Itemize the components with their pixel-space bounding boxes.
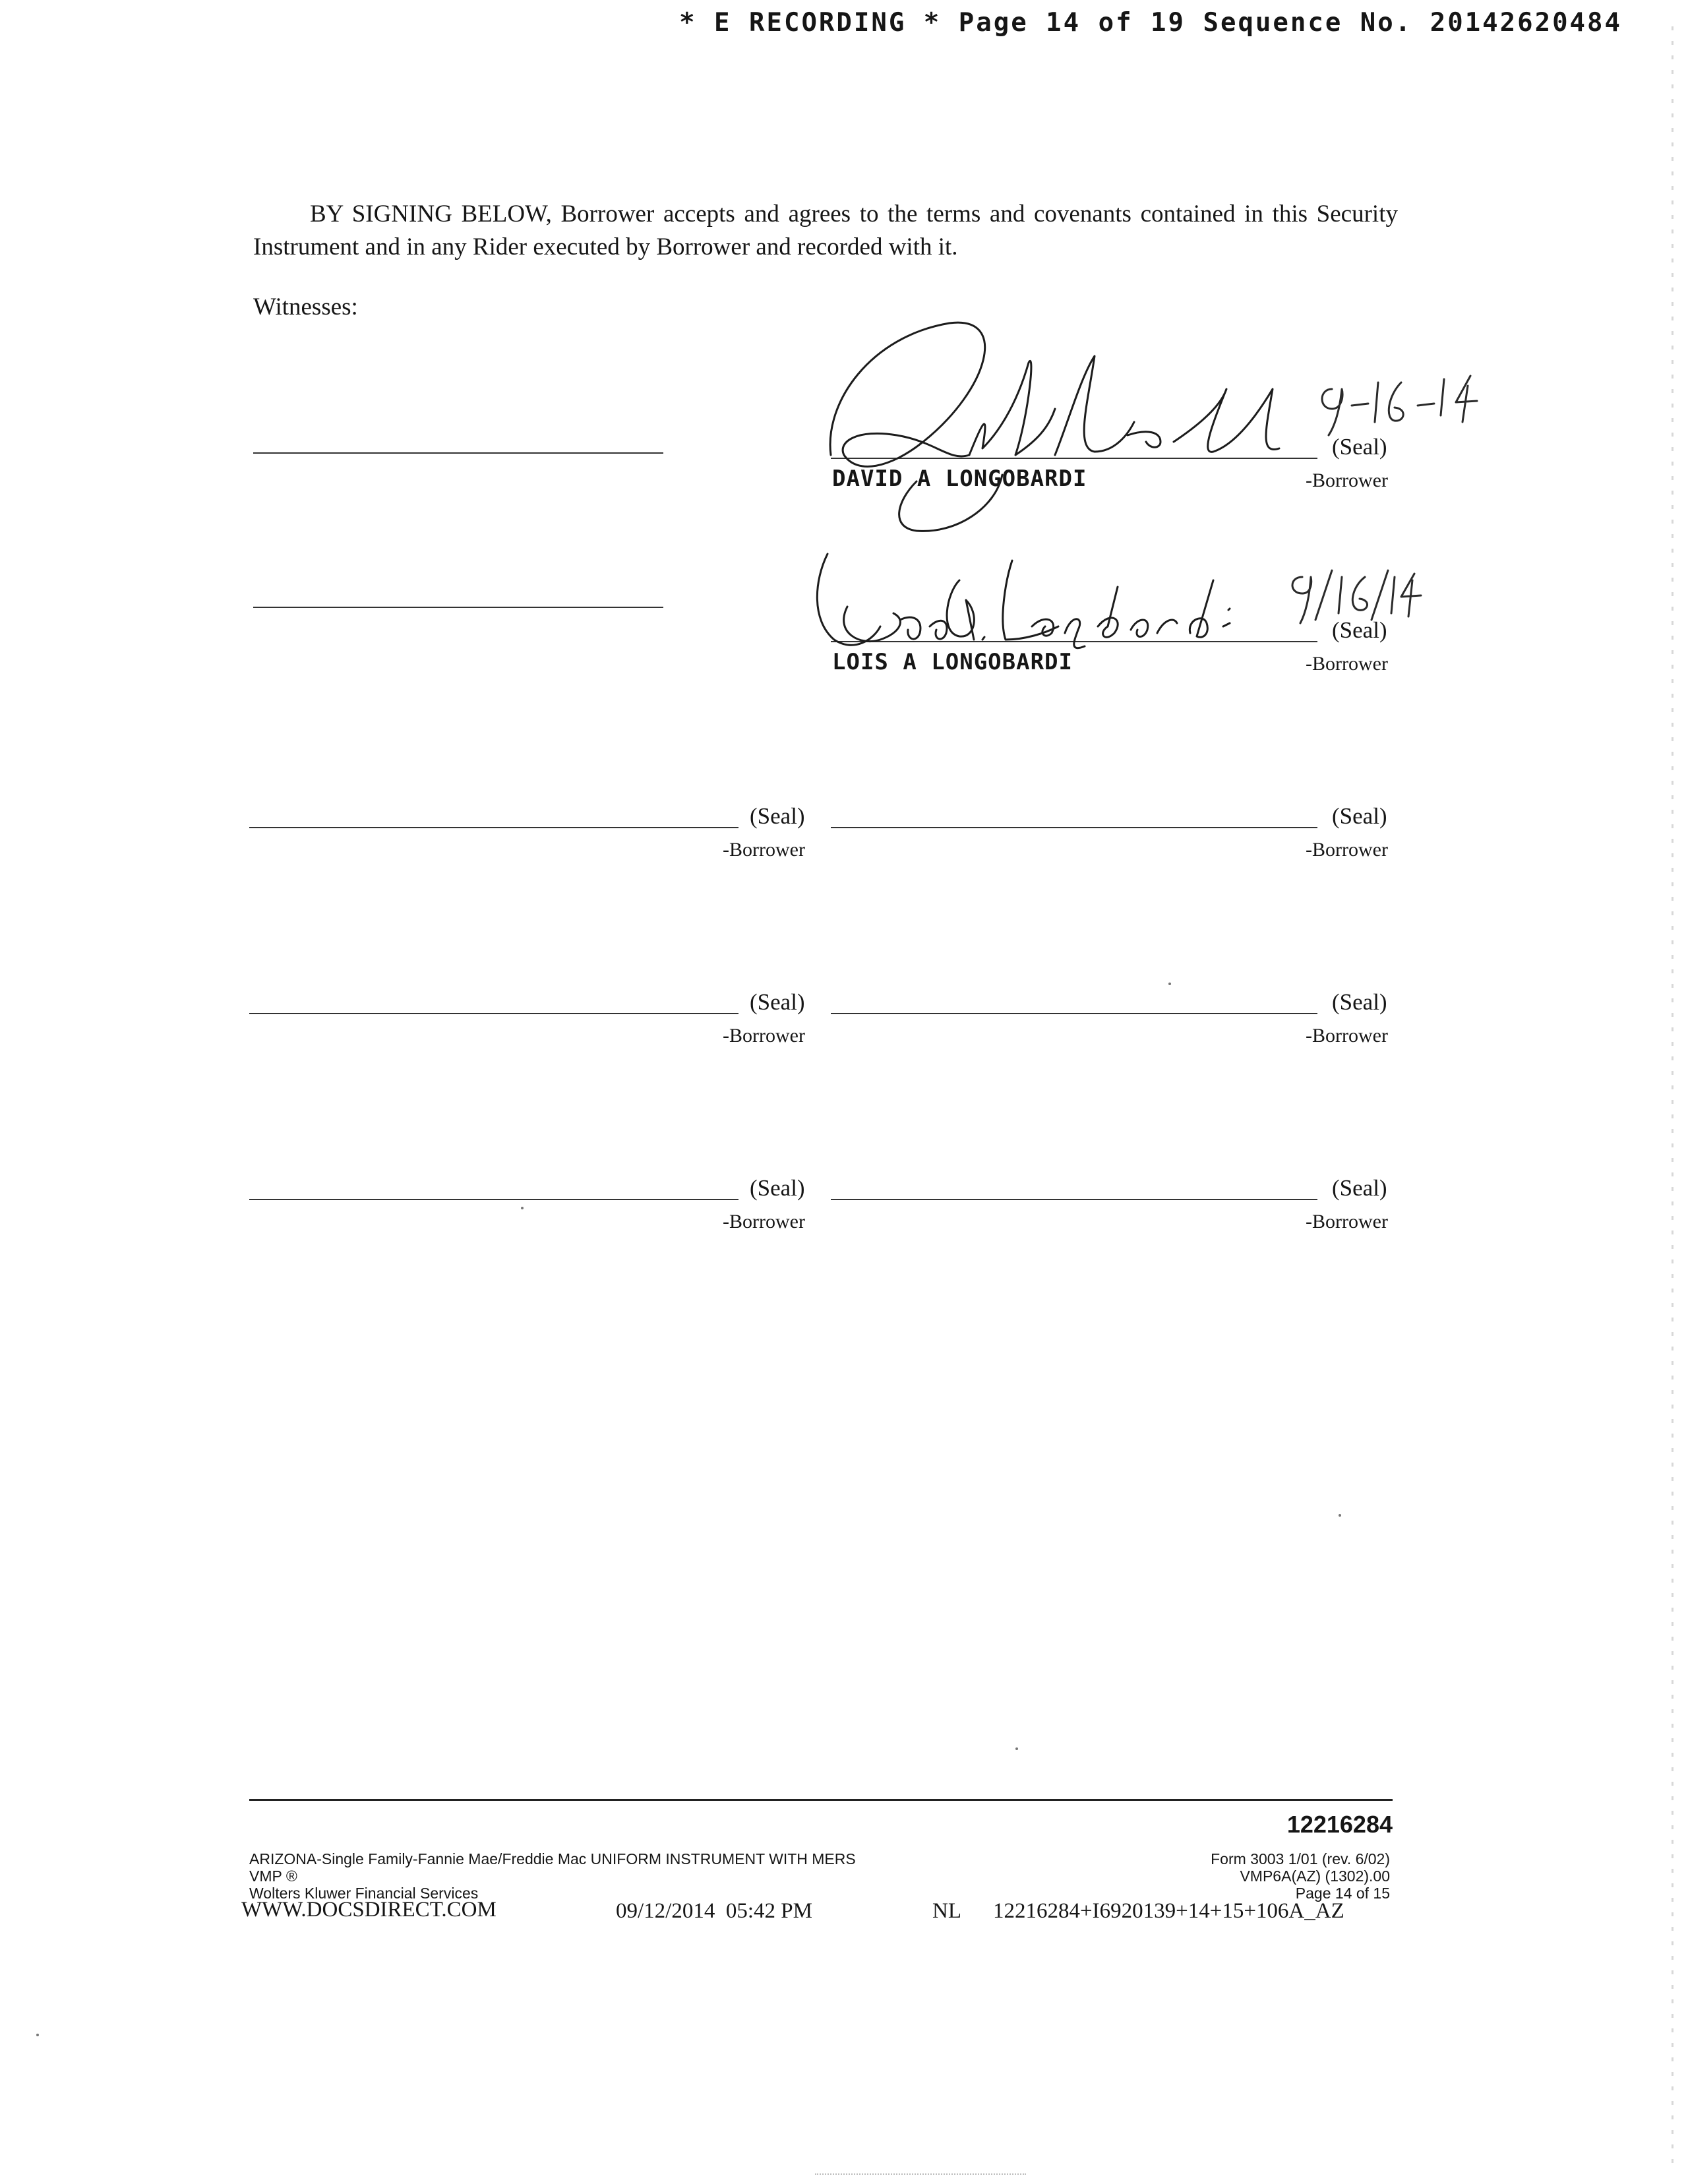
signing-paragraph-text: BY SIGNING BELOW, Borrower accepts and agrees to the terms and covenants contained in this Security Instrument and in any Rider executed by Borrower and recorded with it. — [253, 200, 1398, 260]
witness-line-2 — [253, 607, 663, 608]
recording-header: * E RECORDING * Page 14 of 19 Sequence No. 20142620484 — [679, 8, 1622, 38]
website: WWW.DOCSDIRECT.COM — [241, 1898, 497, 1922]
borrower-1-role: -Borrower — [1306, 470, 1388, 491]
borrower-1-typed-name: DAVID A LONGOBARDI — [832, 466, 1087, 492]
vmp-mark: VMP ® — [249, 1867, 297, 1885]
scan-speck — [36, 2034, 39, 2036]
scan-speck — [1168, 983, 1171, 985]
borrower-2-role: -Borrower — [1306, 653, 1388, 675]
loan-number: 12216284 — [1286, 1811, 1393, 1838]
borrower-1-handwritten-date — [1312, 369, 1484, 448]
preparer-initials: NL — [932, 1899, 961, 1923]
form-number: Form 3003 1/01 (rev. 6/02) — [1211, 1850, 1390, 1867]
borrower-4-signature-line — [831, 827, 1317, 828]
borrower-6-seal: (Seal) — [1332, 989, 1387, 1015]
borrower-2-typed-name: LOIS A LONGOBARDI — [832, 649, 1073, 675]
scan-edge-artifact — [1672, 26, 1673, 2169]
borrower-2-handwritten-date — [1286, 567, 1418, 633]
document-code: 12216284+I6920139+14+15+106A_AZ — [993, 1899, 1344, 1923]
borrower-8-role: -Borrower — [1306, 1211, 1388, 1232]
borrower-5-signature-line — [249, 1013, 738, 1014]
borrower-8-seal: (Seal) — [1332, 1175, 1387, 1201]
borrower-7-seal: (Seal) — [750, 1175, 805, 1201]
borrower-1-seal: (Seal) — [1332, 434, 1387, 460]
borrower-3-signature-line — [249, 827, 738, 828]
borrower-7-role: -Borrower — [723, 1211, 805, 1232]
page-of: Page 14 of 15 — [1295, 1885, 1390, 1902]
borrower-4-role: -Borrower — [1306, 839, 1388, 861]
footer-rule — [249, 1799, 1393, 1801]
borrower-3-role: -Borrower — [723, 839, 805, 861]
vmp-code: VMP6A(AZ) (1302).00 — [1240, 1867, 1390, 1885]
borrower-2-seal: (Seal) — [1332, 617, 1387, 643]
borrower-2-handwritten-signature — [808, 541, 1256, 659]
scan-speck — [1015, 1747, 1018, 1750]
publisher: Wolters Kluwer Financial Services — [249, 1885, 479, 1902]
borrower-7-signature-line — [249, 1199, 738, 1200]
signing-paragraph — [253, 198, 1398, 264]
scan-speck — [521, 1207, 524, 1209]
borrower-8-signature-line — [831, 1199, 1317, 1200]
borrower-5-role: -Borrower — [723, 1025, 805, 1046]
borrower-3-seal: (Seal) — [750, 803, 805, 829]
witness-line-1 — [253, 452, 663, 454]
print-datetime: 09/12/2014 05:42 PM — [616, 1899, 812, 1923]
scan-speck — [1339, 1514, 1341, 1517]
borrower-5-seal: (Seal) — [750, 989, 805, 1015]
scan-bottom-mark — [815, 2173, 1026, 2175]
form-title: ARIZONA-Single Family-Fannie Mae/Freddie Mac UNIFORM INSTRUMENT WITH MERS — [249, 1850, 856, 1867]
borrower-4-seal: (Seal) — [1332, 803, 1387, 829]
witnesses-label: Witnesses: — [253, 293, 358, 320]
borrower-6-role: -Borrower — [1306, 1025, 1388, 1046]
borrower-6-signature-line — [831, 1013, 1317, 1014]
